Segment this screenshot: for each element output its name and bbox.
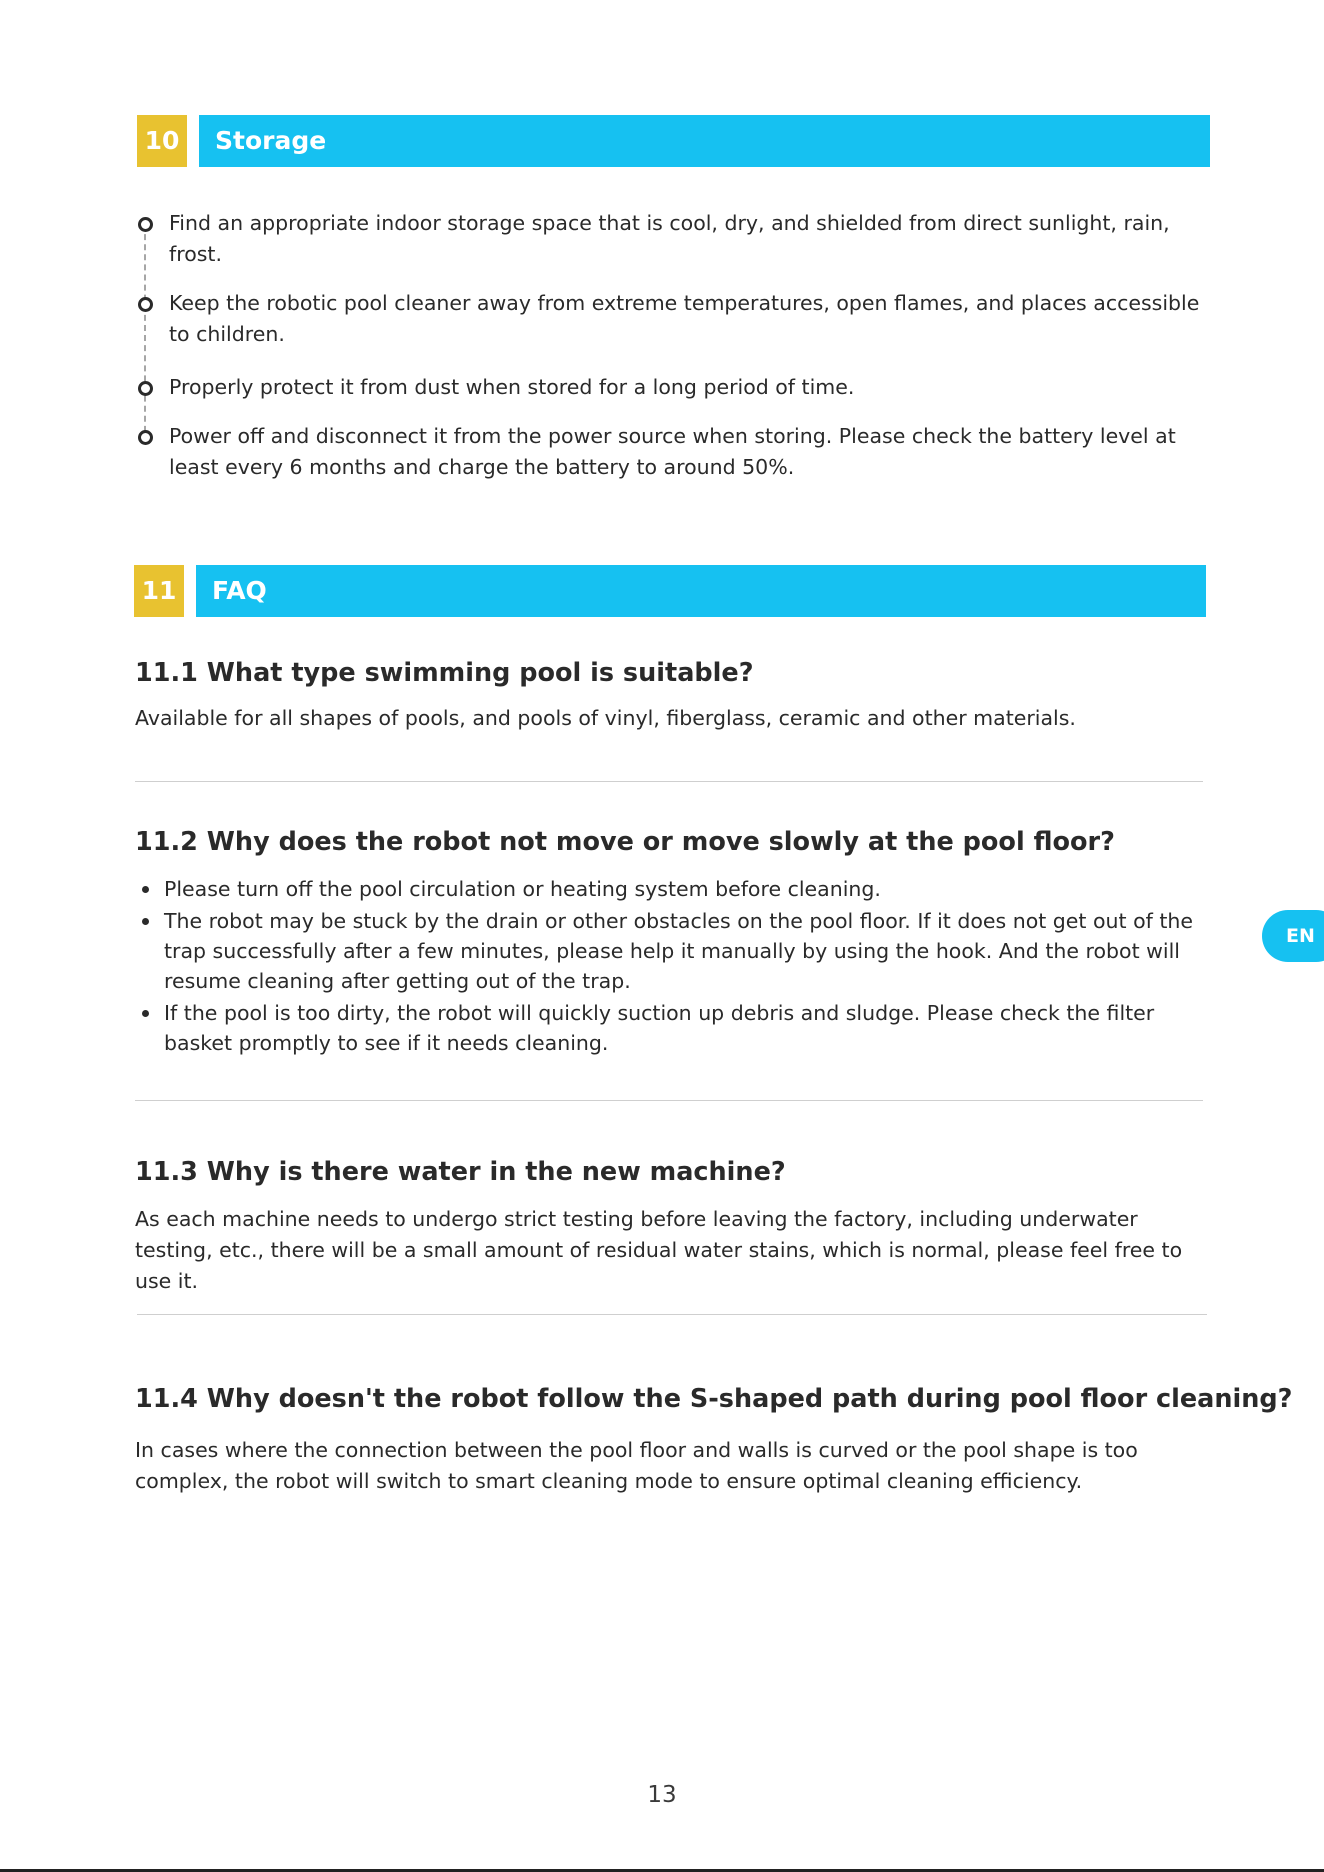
- list-item-text: Properly protect it from dust when stored for a long period of time.: [169, 375, 855, 399]
- circle-bullet-icon: [138, 217, 153, 232]
- faq-question: 11.4 Why doesn't the robot follow the S-shaped path during pool floor cleaning?: [135, 1384, 1293, 1414]
- circle-bullet-icon: [138, 297, 153, 312]
- faq-answer: Available for all shapes of pools, and pools of vinyl, fiberglass, ceramic and other materials.: [135, 706, 1076, 730]
- section-number: 11: [134, 565, 184, 617]
- list-item: [135, 288, 1210, 350]
- faq-section-header: [134, 565, 1206, 617]
- circle-bullet-icon: [138, 381, 153, 396]
- faq-answer: In cases where the connection between the pool floor and walls is curved or the pool shape is too complex, the robot will switch to smart cleaning mode to ensure optimal cleaning efficiency.: [135, 1438, 1138, 1493]
- faq-question: 11.1 What type swimming pool is suitable?: [135, 658, 754, 688]
- list-item-text: Keep the robotic pool cleaner away from extreme temperatures, open flames, and places accessible to children.: [169, 291, 1200, 346]
- faq-bullet-list: [135, 874, 1210, 1060]
- section-title: FAQ: [196, 565, 1206, 617]
- list-item: [135, 421, 1210, 483]
- section-number: 10: [137, 115, 187, 167]
- list-item: [135, 906, 1210, 996]
- faq-answer: As each machine needs to undergo strict testing before leaving the factory, including underwater testing, etc., there will be a small amount of residual water stains, which is normal, please feel free to use it.: [135, 1207, 1183, 1293]
- section-title: Storage: [199, 115, 1210, 167]
- divider: [135, 781, 1203, 782]
- circle-bullet-icon: [138, 430, 153, 445]
- bullet-icon: [142, 886, 149, 893]
- bullet-icon: [142, 918, 149, 925]
- storage-section-header: [137, 115, 1210, 167]
- list-item-text: If the pool is too dirty, the robot will quickly suction up debris and sludge. Please check the filter basket promptly to see if it needs cleaning.: [164, 1001, 1155, 1055]
- list-item: [135, 998, 1210, 1058]
- list-item-text: The robot may be stuck by the drain or other obstacles on the pool floor. If it does not get out of the trap successfully after a few minutes, please help it manually by using the hook. And the robot will resume cleaning after getting out of the trap.: [164, 909, 1193, 993]
- list-item: [135, 372, 1210, 403]
- list-item: [135, 208, 1210, 270]
- list-item: [135, 874, 1210, 904]
- divider: [135, 1100, 1203, 1101]
- language-tab[interactable]: EN: [1262, 910, 1324, 962]
- storage-list: [135, 208, 1210, 483]
- list-item-text: Please turn off the pool circulation or heating system before cleaning.: [164, 877, 881, 901]
- faq-question: 11.3 Why is there water in the new machine?: [135, 1157, 786, 1187]
- page-number: 13: [647, 1782, 677, 1808]
- divider: [137, 1314, 1207, 1315]
- bullet-icon: [142, 1010, 149, 1017]
- faq-question: 11.2 Why does the robot not move or move slowly at the pool floor?: [135, 827, 1115, 857]
- list-item-text: Power off and disconnect it from the power source when storing. Please check the battery level at least every 6 months and charge the battery to around 50%.: [169, 424, 1176, 479]
- list-item-text: Find an appropriate indoor storage space that is cool, dry, and shielded from direct sunlight, rain, frost.: [169, 211, 1170, 266]
